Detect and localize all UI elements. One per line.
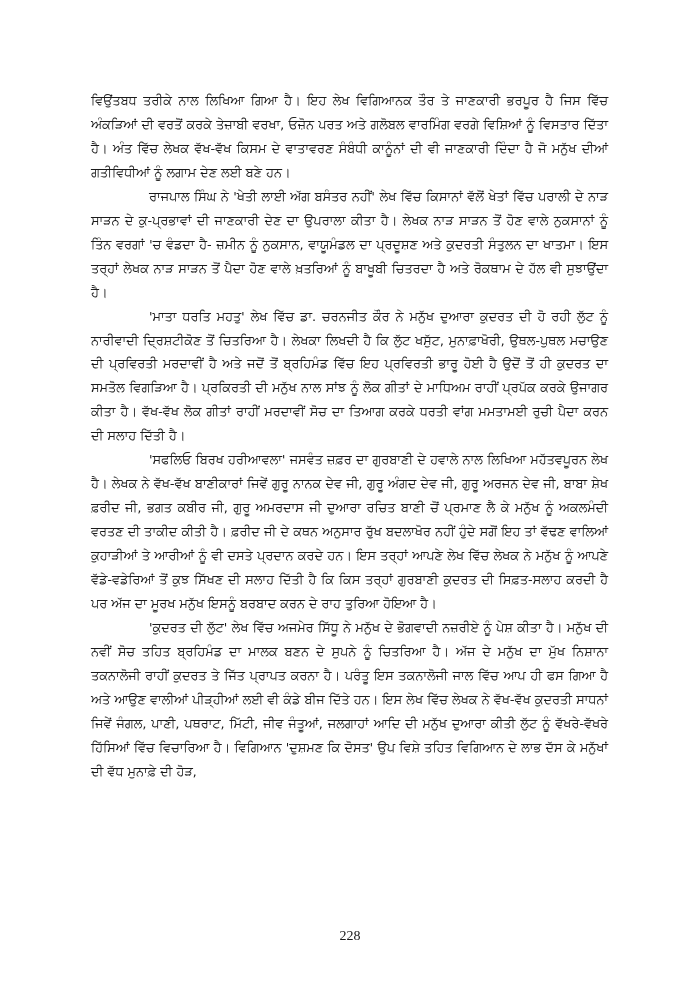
paragraph-mata-dharat: 'ਮਾਤਾ ਧਰਤਿ ਮਹਤੁ' ਲੇਖ ਵਿੱਚ ਡਾ. ਚਰਨਜੀਤ ਕੌਰ ਨੇ ਮਨੁੱਖ ਦੁਆਰਾ ਕੁਦਰਤ ਦੀ ਹੋ ਰਹੀ ਲੁੱਟ ਨੂੰ ਨਾਰੀਵਾਦੀ ਦ੍ਰਿਸ਼ਟੀਕੋਣ ਤੋਂ ਚਿਤਰਿਆ ਹੈ। ਲੇਖਕਾ ਲਿਖਦੀ ਹੈ ਕਿ ਲੁੱਟ ਖਸੁੱਟ, ਮੁਨਾਫ਼ਾਖੋਰੀ, ਉਥਲ-ਪੁਥਲ ਮਚਾਉਣ ਦੀ ਪ੍ਰਵਿਰਤੀ ਮਰਦਾਵੀਂ ਹੈ ਅਤੇ ਜਦੋਂ ਤੋਂ ਬ੍ਰਹਿਮੰਡ ਵਿੱਚ ਇਹ ਪ੍ਰਵਿਰਤੀ ਭਾਰੂ ਹੋਈ ਹੈ ਉਦੋਂ ਤੋਂ ਹੀ ਕੁਦਰਤ ਦਾ ਸਮਤੋਲ ਵਿਗੜਿਆ ਹੈ। ਪ੍ਰਕਿਰਤੀ ਦੀ ਮਨੁੱਖ ਨਾਲ ਸਾਂਝ ਨੂੰ ਲੋਕ ਗੀਤਾਂ ਦੇ ਮਾਧਿਅਮ ਰਾਹੀਂ ਪ੍ਰਪੱਕ ਕਰਕੇ ਉਜਾਗਰ ਕੀਤਾ ਹੈ। ਵੱਖ-ਵੱਖ ਲੋਕ ਗੀਤਾਂ ਰਾਹੀਂ ਮਰਦਾਵੀਂ ਸੋਚ ਦਾ ਤਿਆਗ ਕਰਕੇ ਧਰਤੀ ਵਾਂਗ ਮਮਤਾਮਈ ਰੁਚੀ ਪੈਦਾ ਕਰਨ ਦੀ ਸਲਾਹ ਦਿੱਤੀ ਹੈ।: [91, 309, 608, 445]
page-number: 228: [339, 929, 361, 944]
paragraph-safalio-birakh: 'ਸਫਲਿਓ ਬਿਰਖ ਹਰੀਆਵਲਾ' ਜਸਵੰਤ ਜ਼ਫ਼ਰ ਦਾ ਗੁਰਬਾਣੀ ਦੇ ਹਵਾਲੇ ਨਾਲ ਲਿਖਿਆ ਮਹੱਤਵਪੂਰਨ ਲੇਖ ਹੈ। ਲੇਖਕ ਨੇ ਵੱਖ-ਵੱਖ ਬਾਣੀਕਾਰਾਂ ਜਿਵੇਂ ਗੁਰੂ ਨਾਨਕ ਦੇਵ ਜੀ, ਗੁਰੂ ਅੰਗਦ ਦੇਵ ਜੀ, ਗੁਰੂ ਅਰਜਨ ਦੇਵ ਜੀ, ਬਾਬਾ ਸ਼ੇਖ ਫ਼ਰੀਦ ਜੀ, ਭਗਤ ਕਬੀਰ ਜੀ, ਗੁਰੂ ਅਮਰਦਾਸ ਜੀ ਦੁਆਰਾ ਰਚਿਤ ਬਾਣੀ ਚੋਂ ਪ੍ਰਮਾਣ ਲੈ ਕੇ ਮਨੁੱਖ ਨੂੰ ਅਕਲਮੰਦੀ ਵਰਤਣ ਦੀ ਤਾਕੀਦ ਕੀਤੀ ਹੈ। ਫ਼ਰੀਦ ਜੀ ਦੇ ਕਥਨ ਅਨੁਸਾਰ ਰੁੱਖ ਬਦਲਾਖੋਰ ਨਹੀਂ ਹੁੰਦੇ ਸਗੋਂ ਇਹ ਤਾਂ ਵੱਢਣ ਵਾਲਿਆਂ ਕੁਹਾੜੀਆਂ ਤੇ ਆਰੀਆਂ ਨੂੰ ਵੀ ਦਸਤੇ ਪ੍ਰਦਾਨ ਕਰਦੇ ਹਨ। ਇਸ ਤਰ੍ਹਾਂ ਆਪਣੇ ਲੇਖ ਵਿੱਚ ਲੇਖਕ ਨੇ ਮਨੁੱਖ ਨੂੰ ਆਪਣੇ ਵੱਡੇ-ਵਡੇਰਿਆਂ ਤੋਂ ਕੁਝ ਸਿੱਖਣ ਦੀ ਸਲਾਹ ਦਿੱਤੀ ਹੈ ਕਿ ਕਿਸ ਤਰ੍ਹਾਂ ਗੁਰਬਾਣੀ ਕੁਦਰਤ ਦੀ ਸਿਫ਼ਤ-ਸਲਾਹ ਕਰਦੀ ਹੈ ਪਰ ਅੱਜ ਦਾ ਮੂਰਖ ਮਨੁੱਖ ਇਸਨੂੰ ਬਰਬਾਦ ਕਰਨ ਦੇ ਰਾਹ ਤੁਰਿਆ ਹੋਇਆ ਹੈ।: [91, 453, 608, 613]
document-page: [91, 90, 608, 950]
paragraph-kudrat-di-lutt: 'ਕੁਦਰਤ ਦੀ ਲੁੱਟ' ਲੇਖ ਵਿੱਚ ਅਜਮੇਰ ਸਿੱਧੂ ਨੇ ਮਨੁੱਖ ਦੇ ਭੋਗਵਾਦੀ ਨਜ਼ਰੀਏ ਨੂੰ ਪੇਸ਼ ਕੀਤਾ ਹੈ। ਮਨੁੱਖ ਦੀ ਨਵੀਂ ਸੋਚ ਤਹਿਤ ਬ੍ਰਹਿਮੰਡ ਦਾ ਮਾਲਕ ਬਣਨ ਦੇ ਸੁਪਨੇ ਨੂੰ ਚਿਤਰਿਆ ਹੈ। ਅੱਜ ਦੇ ਮਨੁੱਖ ਦਾ ਮੁੱਖ ਨਿਸ਼ਾਨਾ ਤਕਨਾਲੋਜੀ ਰਾਹੀਂ ਕੁਦਰਤ ਤੇ ਜਿੱਤ ਪ੍ਰਾਪਤ ਕਰਨਾ ਹੈ। ਪਰੰਤੂ ਇਸ ਤਕਨਾਲੋਜੀ ਜਾਲ ਵਿੱਚ ਆਪ ਹੀ ਫਸ ਗਿਆ ਹੈ ਅਤੇ ਆਉਣ ਵਾਲੀਆਂ ਪੀੜ੍ਹੀਆਂ ਲਈ ਵੀ ਕੰਡੇ ਬੀਜ ਦਿੱਤੇ ਹਨ। ਇਸ ਲੇਖ ਵਿੱਚ ਲੇਖਕ ਨੇ ਵੱਖ-ਵੱਖ ਕੁਦਰਤੀ ਸਾਧਨਾਂ ਜਿਵੇਂ ਜੰਗਲ, ਪਾਣੀ, ਪਥਰਾਟ, ਮਿੱਟੀ, ਜੀਵ ਜੰਤੂਆਂ, ਜਲਗਾਹਾਂ ਆਦਿ ਦੀ ਮਨੁੱਖ ਦੁਆਰਾ ਕੀਤੀ ਲੁੱਟ ਨੂੰ ਵੱਖਰੇ-ਵੱਖਰੇ ਹਿੱਸਿਆਂ ਵਿੱਚ ਵਿਚਾਰਿਆ ਹੈ। ਵਿਗਿਆਨ 'ਦੁਸ਼ਮਣ ਕਿ ਦੋਸਤ' ਉਪ ਵਿਸ਼ੇ ਤਹਿਤ ਵਿਗਿਆਨ ਦੇ ਲਾਭ ਦੱਸ ਕੇ ਮਨੁੱਖਾਂ ਦੀ ਵੱਧ ਮੁਨਾਫ਼ੇ ਦੀ ਹੋੜ,: [91, 620, 608, 780]
paragraph-rajpal-singh: ਰਾਜਪਾਲ ਸਿੰਘ ਨੇ 'ਖੇਤੀ ਲਾਈ ਅੱਗ ਬਸੰਤਰ ਨਹੀਂ' ਲੇਖ ਵਿੱਚ ਕਿਸਾਨਾਂ ਵੱਲੋਂ ਖੇਤਾਂ ਵਿੱਚ ਪਰਾਲੀ ਦੇ ਨਾੜ ਸਾੜਨ ਦੇ ਕੁ-ਪ੍ਰਭਾਵਾਂ ਦੀ ਜਾਣਕਾਰੀ ਦੇਣ ਦਾ ਉਪਰਾਲਾ ਕੀਤਾ ਹੈ। ਲੇਖਕ ਨਾੜ ਸਾੜਨ ਤੋਂ ਹੋਣ ਵਾਲੇ ਨੁਕਸਾਨਾਂ ਨੂੰ ਤਿੰਨ ਵਰਗਾਂ 'ਚ ਵੰਡਦਾ ਹੈ- ਜ਼ਮੀਨ ਨੂੰ ਨੁਕਸਾਨ, ਵਾਯੂਮੰਡਲ ਦਾ ਪ੍ਰਦੂਸ਼ਣ ਅਤੇ ਕੁਦਰਤੀ ਸੰਤੁਲਨ ਦਾ ਖਾਤਮਾ। ਇਸ ਤਰ੍ਹਾਂ ਲੇਖਕ ਨਾੜ ਸਾੜਨ ਤੋਂ ਪੈਦਾ ਹੋਣ ਵਾਲੇ ਖ਼ਤਰਿਆਂ ਨੂੰ ਬਾਖੂਬੀ ਚਿਤਰਦਾ ਹੈ ਅਤੇ ਰੋਕਥਾਮ ਦੇ ਹੱਲ ਵੀ ਸੁਝਾਉਂਦਾ ਹੈ।: [91, 189, 608, 301]
paragraph-continuation: ਵਿਉਂਤਬਧ ਤਰੀਕੇ ਨਾਲ ਲਿਖਿਆ ਗਿਆ ਹੈ। ਇਹ ਲੇਖ ਵਿਗਿਆਨਕ ਤੌਰ ਤੇ ਜਾਣਕਾਰੀ ਭਰਪੂਰ ਹੈ ਜਿਸ ਵਿੱਚ ਅੰਕੜਿਆਂ ਦੀ ਵਰਤੋਂ ਕਰਕੇ ਤੇਜ਼ਾਬੀ ਵਰਖਾ, ਓਜ਼ੋਨ ਪਰਤ ਅਤੇ ਗਲੋਬਲ ਵਾਰਮਿੰਗ ਵਰਗੇ ਵਿਸ਼ਿਆਂ ਨੂੰ ਵਿਸਤਾਰ ਦਿੱਤਾ ਹੈ। ਅੰਤ ਵਿੱਚ ਲੇਖਕ ਵੱਖ-ਵੱਖ ਕਿਸਮ ਦੇ ਵਾਤਾਵਰਣ ਸੰਬੰਧੀ ਕਾਨੂੰਨਾਂ ਦੀ ਵੀ ਜਾਣਕਾਰੀ ਦਿੰਦਾ ਹੈ ਜੋ ਮਨੁੱਖ ਦੀਆਂ ਗਤੀਵਿਧੀਆਂ ਨੂੰ ਲਗਾਮ ਦੇਣ ਲਈ ਬਣੇ ਹਨ।: [91, 94, 608, 181]
